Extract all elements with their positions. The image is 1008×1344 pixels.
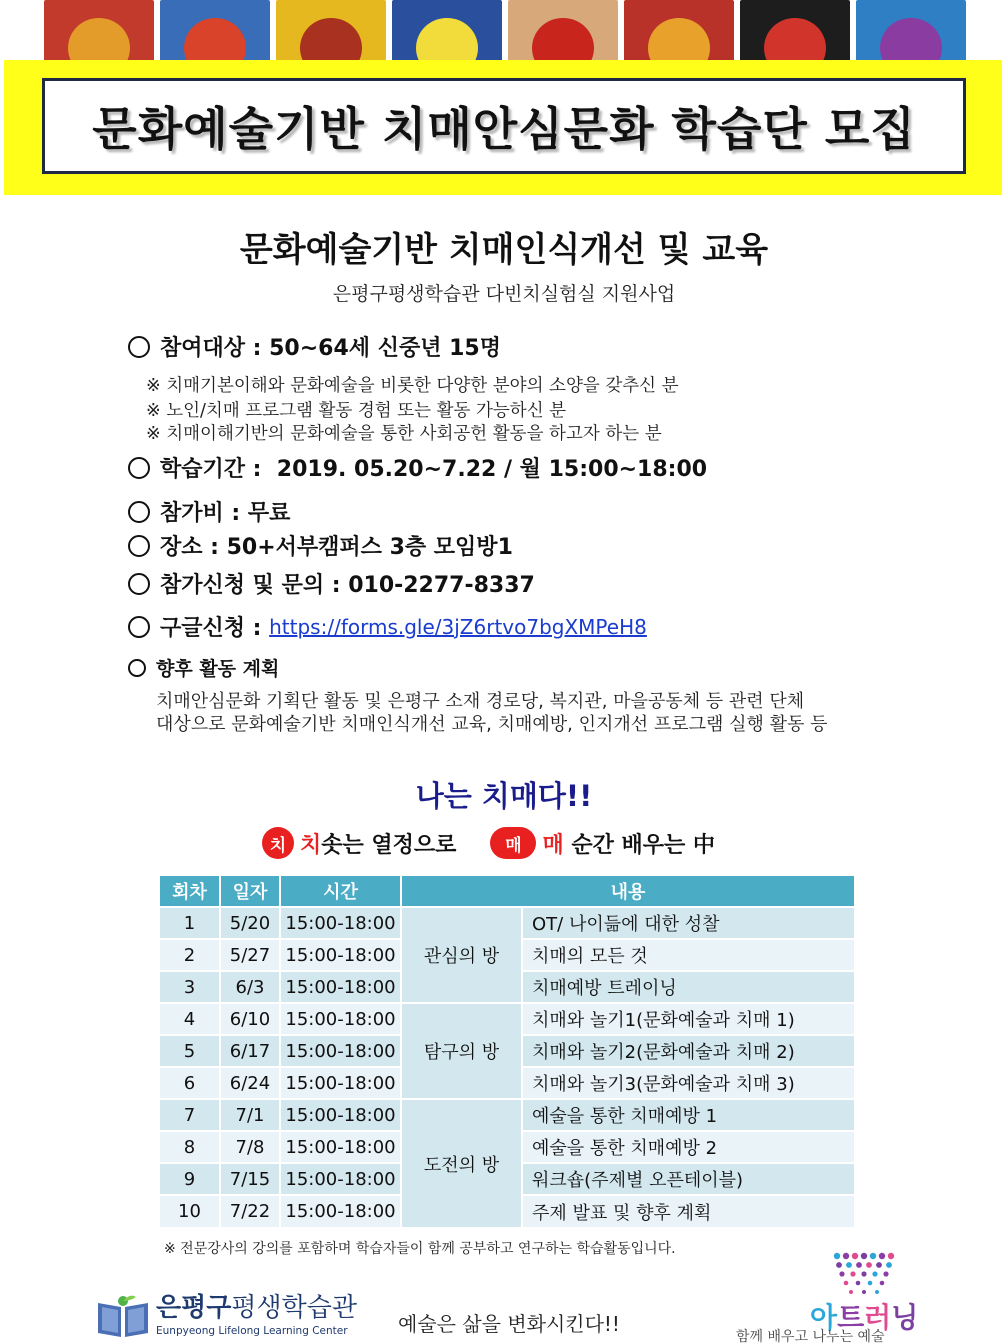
target-note-1: ※ 치매기본이해와 문화예술을 비롯한 다양한 분야의 소양을 갖추신 분 xyxy=(146,376,679,396)
logo-left-english: Eunpyeong Lifelong Learning Center xyxy=(156,1325,348,1337)
target-text: 참여대상 : 50~64세 신중년 15명 xyxy=(160,336,501,361)
slogan-text-2: 순간 배우는 中 xyxy=(563,832,715,858)
content-cell: 주제 발표 및 향후 계획 xyxy=(522,1195,855,1227)
logo-dot xyxy=(839,1271,844,1276)
room-cell: 탐구의 방 xyxy=(401,1003,522,1099)
time-cell: 15:00-18:00 xyxy=(280,939,401,971)
brand-char-3: 러 xyxy=(864,1301,892,1334)
logo-dot xyxy=(886,1262,892,1268)
logo-dot xyxy=(883,1271,888,1276)
logo-dot xyxy=(876,1262,882,1268)
content-cell: 예술을 통한 치매예방 1 xyxy=(522,1099,855,1131)
circle-bullet-icon xyxy=(128,336,150,358)
date-cell: 5/27 xyxy=(220,939,280,971)
eunpyeong-logo xyxy=(94,1293,357,1339)
room-cell: 도전의 방 xyxy=(401,1099,522,1227)
info-place xyxy=(128,530,513,561)
content-cell: 치매와 놀기1(문화예술과 치매 1) xyxy=(522,1003,855,1035)
session-cell: 8 xyxy=(160,1131,220,1163)
circle-bullet-icon xyxy=(128,535,150,557)
title-box xyxy=(42,78,966,174)
logo-left-rest: 평생학습관 xyxy=(231,1293,357,1323)
circle-bullet-icon xyxy=(128,659,146,677)
time-cell: 15:00-18:00 xyxy=(280,907,401,939)
table-header-row xyxy=(160,876,855,907)
plan-line-1: 치매안심문화 기획단 활동 및 은평구 소재 경로당, 복지관, 마을공동체 등 관련 단체 xyxy=(156,691,805,712)
slogan-heading: 나는 치매다!! xyxy=(415,779,593,813)
contact-text: 참가신청 및 문의 : 010-2277-8337 xyxy=(160,573,535,598)
plan-line-2: 대상으로 문화예술기반 치매인식개선 교육, 치매예방, 인지개선 프로그램 실행 활동 등 xyxy=(156,714,828,735)
content-cell: 치매와 놀기2(문화예술과 치매 2) xyxy=(522,1035,855,1067)
info-period xyxy=(128,452,707,483)
slogan-badge-mae: 매 xyxy=(490,827,536,859)
logo-left-bold: 은평구 xyxy=(156,1293,232,1323)
time-cell: 15:00-18:00 xyxy=(280,1035,401,1067)
target-note-3: ※ 치매이해기반의 문화예술을 통한 사회공헌 활동을 하고자 하는 분 xyxy=(146,424,662,444)
header-content: 내용 xyxy=(401,876,855,907)
logo-left-name xyxy=(156,1293,357,1323)
logo-dot xyxy=(879,1253,885,1259)
content-cell: 치매예방 트레이닝 xyxy=(522,971,855,1003)
content-cell: 치매의 모든 것 xyxy=(522,939,855,971)
artlearning-logo xyxy=(734,1252,934,1342)
session-cell: 7 xyxy=(160,1099,220,1131)
banner-art-tile xyxy=(160,0,270,62)
logo-dot xyxy=(875,1290,879,1294)
content-cell: OT/ 나이듦에 대한 성찰 xyxy=(522,907,855,939)
circle-bullet-icon xyxy=(128,457,150,479)
banner-art-tile xyxy=(856,0,966,62)
logo-dot xyxy=(888,1253,894,1259)
logo-dot xyxy=(866,1262,872,1268)
date-cell: 7/8 xyxy=(220,1131,280,1163)
table-row xyxy=(160,1099,855,1131)
date-cell: 7/15 xyxy=(220,1163,280,1195)
circle-bullet-icon xyxy=(128,573,150,595)
place-text: 장소 : 50+서부캠퍼스 3층 모임방1 xyxy=(160,535,513,560)
fruit-illustration-icon xyxy=(532,18,594,62)
logo-dot xyxy=(834,1253,840,1259)
time-cell: 15:00-18:00 xyxy=(280,1195,401,1227)
logo-dot xyxy=(872,1271,877,1276)
plan-title: 향후 활동 계획 xyxy=(156,658,280,680)
footer-motto: 예술은 삶을 변화시킨다!! xyxy=(398,1312,620,1336)
time-cell: 15:00-18:00 xyxy=(280,1003,401,1035)
content-cell: 치매와 놀기3(문화예술과 치매 3) xyxy=(522,1067,855,1099)
circle-bullet-icon xyxy=(128,616,150,638)
logo-dot xyxy=(862,1290,866,1294)
artlearning-tagline: 함께 배우고 나누는 예술 xyxy=(736,1329,885,1344)
date-cell: 7/22 xyxy=(220,1195,280,1227)
date-cell: 5/20 xyxy=(220,907,280,939)
logo-dot xyxy=(870,1253,876,1259)
banner-art-tile xyxy=(624,0,734,62)
info-google xyxy=(128,611,647,642)
session-cell: 3 xyxy=(160,971,220,1003)
logo-dot xyxy=(850,1271,855,1276)
fruit-illustration-icon xyxy=(300,18,362,62)
target-note-2: ※ 노인/치매 프로그램 활동 경험 또는 활동 가능하신 분 xyxy=(146,401,567,421)
content-cell: 예술을 통한 치매예방 2 xyxy=(522,1131,855,1163)
slogan-text-1: 솟는 열정으로 xyxy=(321,832,457,858)
logo-dot xyxy=(856,1262,862,1268)
date-cell: 7/1 xyxy=(220,1099,280,1131)
session-cell: 2 xyxy=(160,939,220,971)
fruit-illustration-icon xyxy=(648,18,710,62)
date-cell: 6/17 xyxy=(220,1035,280,1067)
logo-dot xyxy=(849,1290,853,1294)
session-cell: 10 xyxy=(160,1195,220,1227)
circle-bullet-icon xyxy=(128,501,150,523)
info-target xyxy=(128,331,501,362)
brand-char-1: 아 xyxy=(810,1301,838,1334)
logo-dot xyxy=(846,1262,852,1268)
banner-art-tile xyxy=(392,0,502,62)
banner-art-tile xyxy=(276,0,386,62)
logo-dot xyxy=(852,1253,858,1259)
content-cell: 워크숍(주제별 오픈테이블) xyxy=(522,1163,855,1195)
date-cell: 6/24 xyxy=(220,1067,280,1099)
date-cell: 6/3 xyxy=(220,971,280,1003)
date-cell: 6/10 xyxy=(220,1003,280,1035)
fruit-illustration-icon xyxy=(880,18,942,62)
logo-dot xyxy=(861,1253,867,1259)
banner-art-tile xyxy=(508,0,618,62)
session-cell: 5 xyxy=(160,1035,220,1067)
logo-dot xyxy=(868,1281,873,1286)
fruit-illustration-icon xyxy=(764,18,826,62)
session-cell: 9 xyxy=(160,1163,220,1195)
period-text: 학습기간 : 2019. 05.20~7.22 / 월 15:00~18:00 xyxy=(160,457,708,482)
schedule-table xyxy=(160,876,856,1227)
sponsor-text: 은평구평생학습관 다빈치실험실 지원사업 xyxy=(332,283,676,305)
logo-dot xyxy=(836,1262,842,1268)
fruit-illustration-icon xyxy=(184,18,246,62)
time-cell: 15:00-18:00 xyxy=(280,1131,401,1163)
session-cell: 4 xyxy=(160,1003,220,1035)
table-footnote: ※ 전문강사의 강의를 포함하며 학습자들이 함께 공부하고 연구하는 학습활동입니다. xyxy=(164,1241,676,1257)
header-date: 일자 xyxy=(220,876,280,907)
time-cell: 15:00-18:00 xyxy=(280,1067,401,1099)
brand-char-4: 닝 xyxy=(891,1301,919,1334)
time-cell: 15:00-18:00 xyxy=(280,1163,401,1195)
fruit-illustration-icon xyxy=(416,18,478,62)
slogan-red-mae: 매 xyxy=(542,832,564,858)
time-cell: 15:00-18:00 xyxy=(280,971,401,1003)
google-form-link[interactable]: https://forms.gle/3jZ6rtvo7bgXMPeH8 xyxy=(269,614,647,639)
info-fee xyxy=(128,496,290,527)
banner-art-tile xyxy=(740,0,850,62)
logo-dot xyxy=(861,1271,866,1276)
page-title: 문화예술기반 치매안심문화 학습단 모집 xyxy=(92,102,916,156)
dots-logo-icon xyxy=(824,1252,904,1298)
banner-art-strip xyxy=(44,0,966,62)
slogan-red-chi: 치 xyxy=(300,832,322,858)
header-time: 시간 xyxy=(280,876,401,907)
info-plan xyxy=(128,654,279,681)
book-logo-icon xyxy=(94,1293,152,1339)
table-row xyxy=(160,1003,855,1035)
slogan-line xyxy=(262,827,715,859)
banner-art-tile xyxy=(44,0,154,62)
time-cell: 15:00-18:00 xyxy=(280,1099,401,1131)
room-cell: 관심의 방 xyxy=(401,907,522,1003)
session-cell: 6 xyxy=(160,1067,220,1099)
logo-dot xyxy=(843,1253,849,1259)
logo-dot xyxy=(844,1281,849,1286)
fruit-illustration-icon xyxy=(68,18,130,62)
google-label: 구글신청 : xyxy=(160,616,270,641)
header-session: 회차 xyxy=(160,876,220,907)
fee-text: 참가비 : 무료 xyxy=(160,501,291,526)
info-contact xyxy=(128,568,535,599)
brand-char-2: 트 xyxy=(837,1301,865,1334)
session-cell: 1 xyxy=(160,907,220,939)
logo-dot xyxy=(880,1281,885,1286)
slogan-badge-chi: 치 xyxy=(262,827,294,859)
page-subtitle: 문화예술기반 치매인식개선 및 교육 xyxy=(239,230,769,270)
logo-dot xyxy=(856,1281,861,1286)
table-row xyxy=(160,907,855,939)
